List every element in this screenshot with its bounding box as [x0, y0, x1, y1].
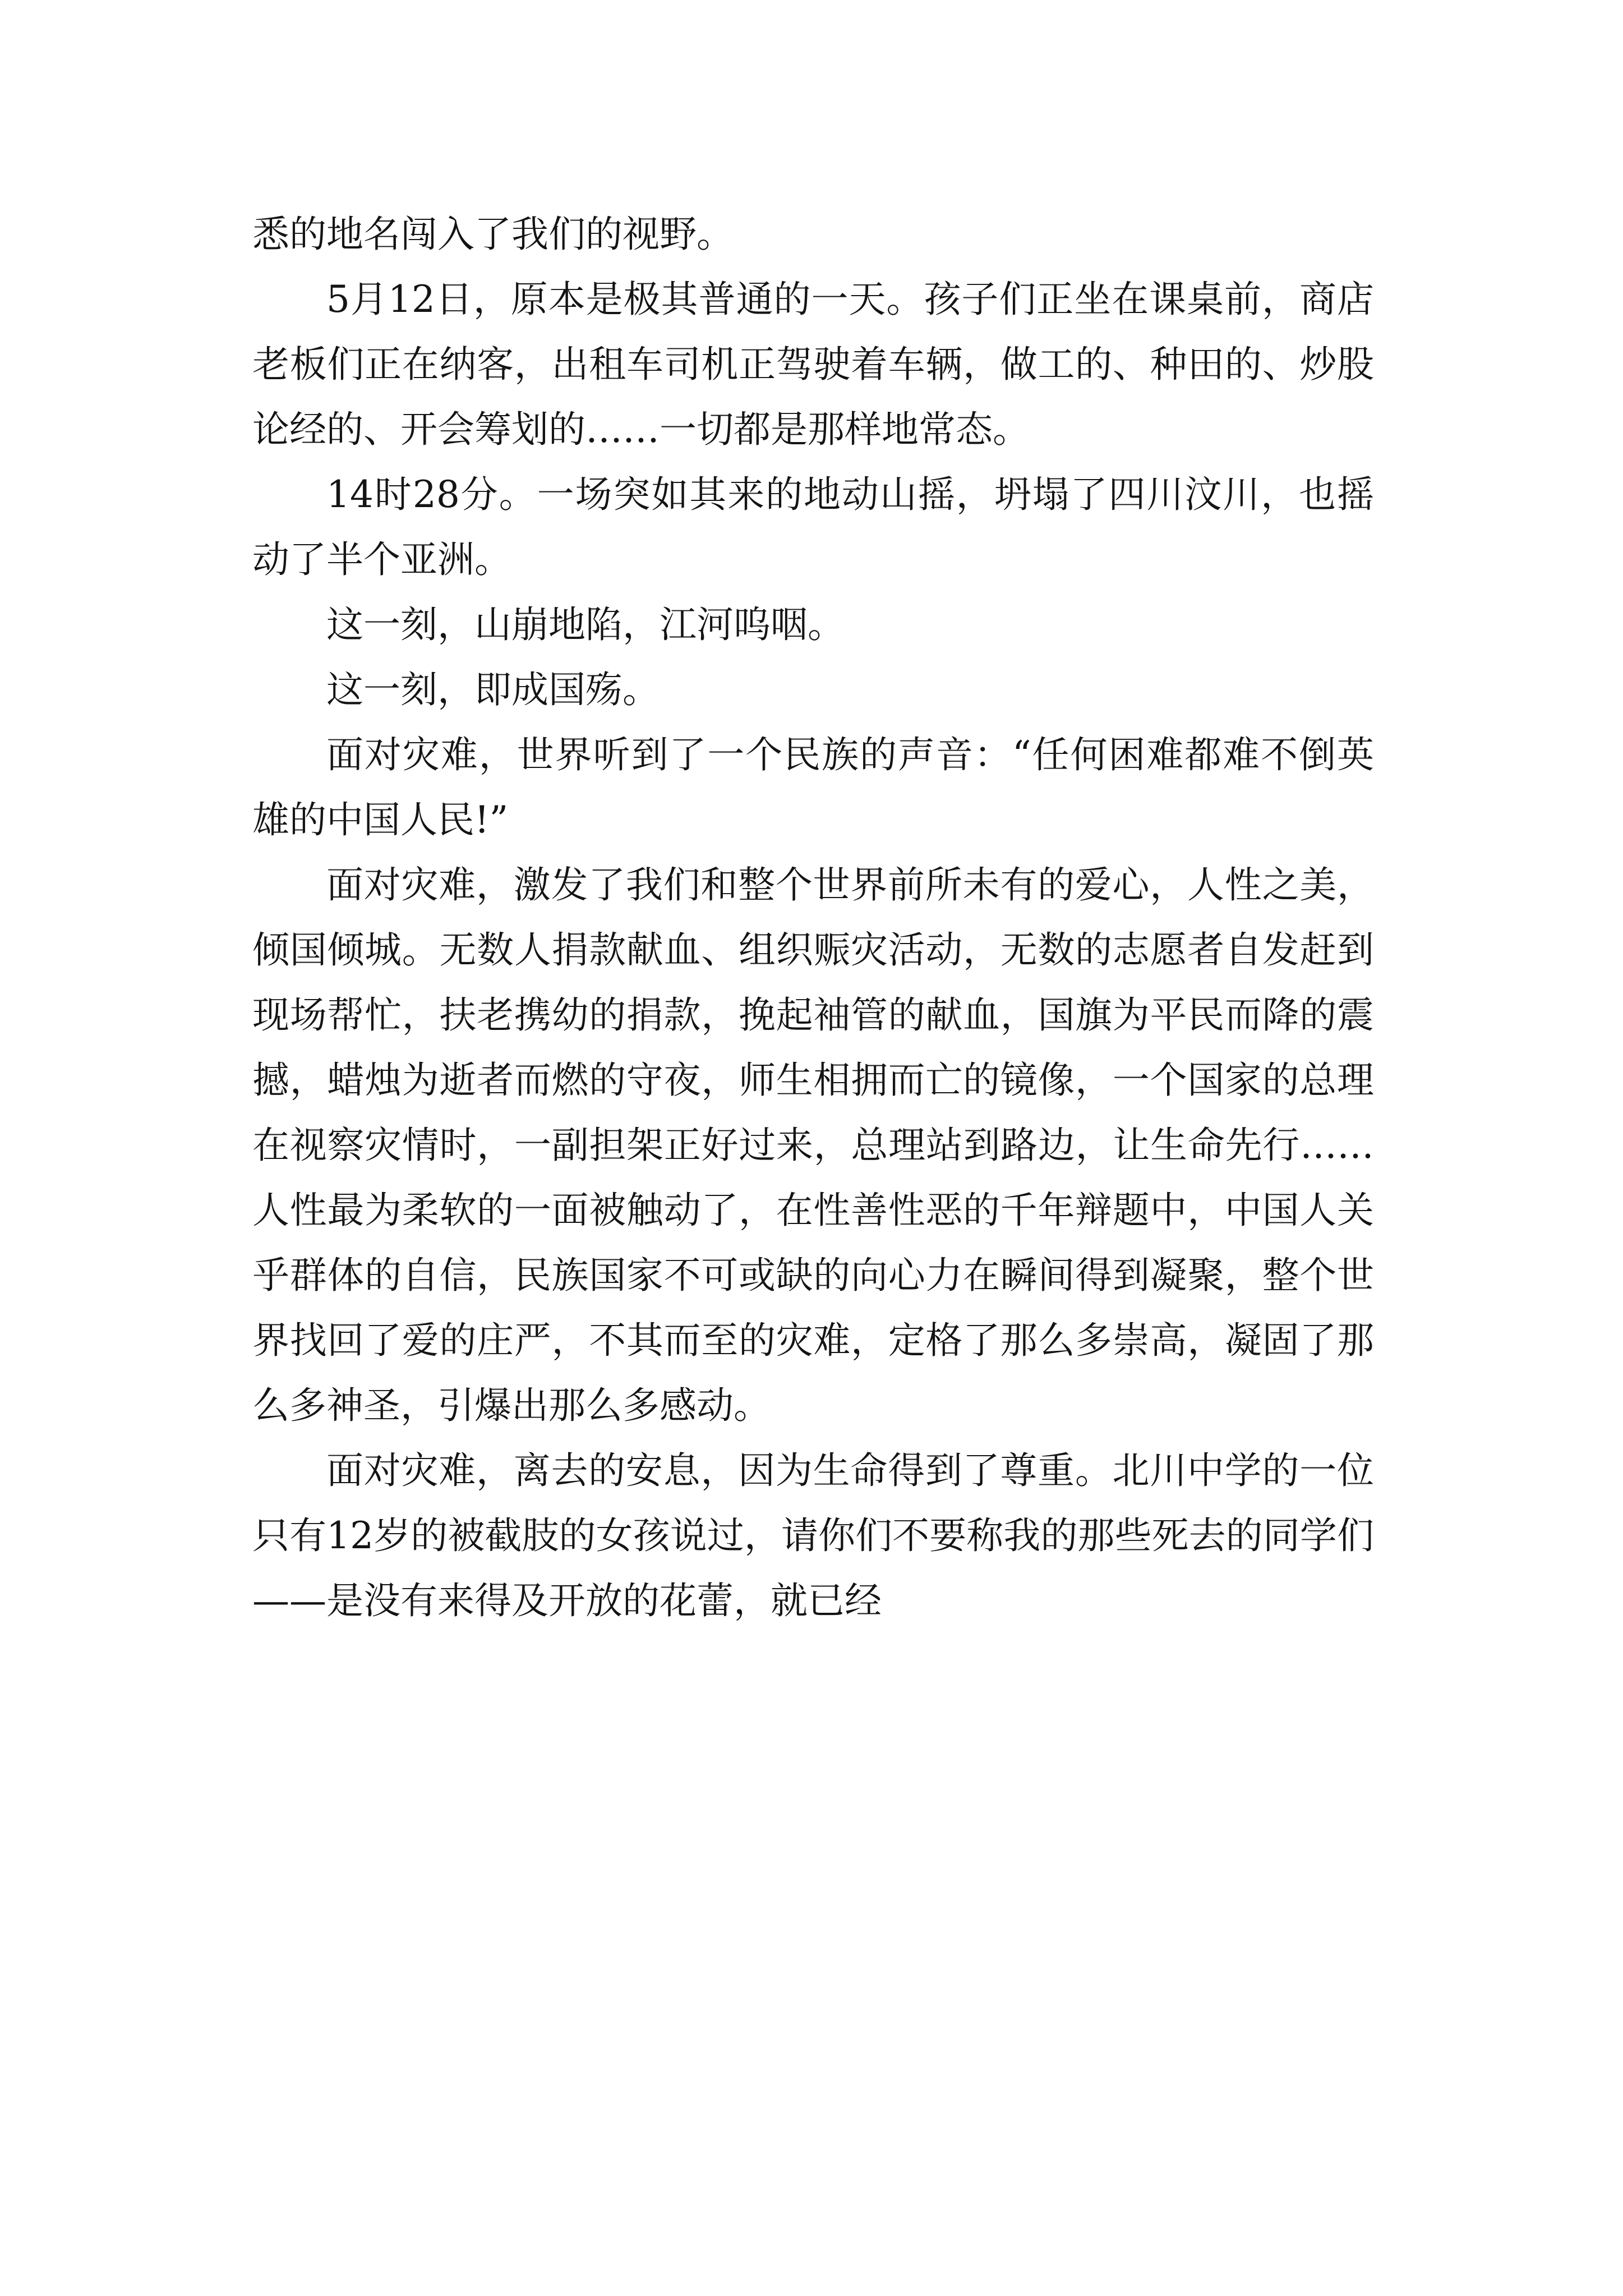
- paragraph: 这一刻，山崩地陷，江河呜咽。: [326, 603, 845, 646]
- paragraph: 5月12日，原本是极其普通的一天。孩子们正坐在课桌前，商店老板们正在纳客，出租车司机正驾驶着车辆，做工的、种田的、炒股论经的、开会筹划的……一切都是那样地常态。: [252, 278, 1374, 451]
- paragraph: 悉的地名闯入了我们的视野。: [252, 213, 734, 256]
- paragraph: 面对灾难，世界听到了一个民族的声音：“任何困难都难不倒英雄的中国人民!”: [252, 733, 1374, 841]
- paragraph: 这一刻，即成国殇。: [326, 668, 660, 711]
- paragraph: 面对灾难，离去的安息，因为生命得到了尊重。北川中学的一位只有12岁的被截肢的女孩说过，请你们不要称我的那些死去的同学们——是没有来得及开放的花蕾，就已经: [252, 1449, 1374, 1622]
- paragraph: 14时28分。一场突如其来的地动山摇，坍塌了四川汶川，也摇动了半个亚洲。: [252, 473, 1374, 581]
- body-text: [252, 202, 1374, 1634]
- paragraph: 面对灾难，激发了我们和整个世界前所未有的爱心，人性之美，倾国倾城。无数人捐款献血、组织赈灾活动，无数的志愿者自发赶到现场帮忙，扶老携幼的捐款，挽起袖管的献血，国旗为平民而降的震撼，蜡烛为逝者而燃的守夜，师生相拥而亡的镜像，一个国家的总理在视察灾情时，一副担架正好过来，总理站到路边，让生命先行……人性最为柔软的一面被触动了，在性善性恶的千年辩题中，中国人关乎群体的自信，民族国家不可或缺的向心力在瞬间得到凝聚，整个世界找回了爱的庄严，不其而至的灾难，定格了那么多崇高，凝固了那么多神圣，引爆出那么多感动。: [252, 863, 1374, 1427]
